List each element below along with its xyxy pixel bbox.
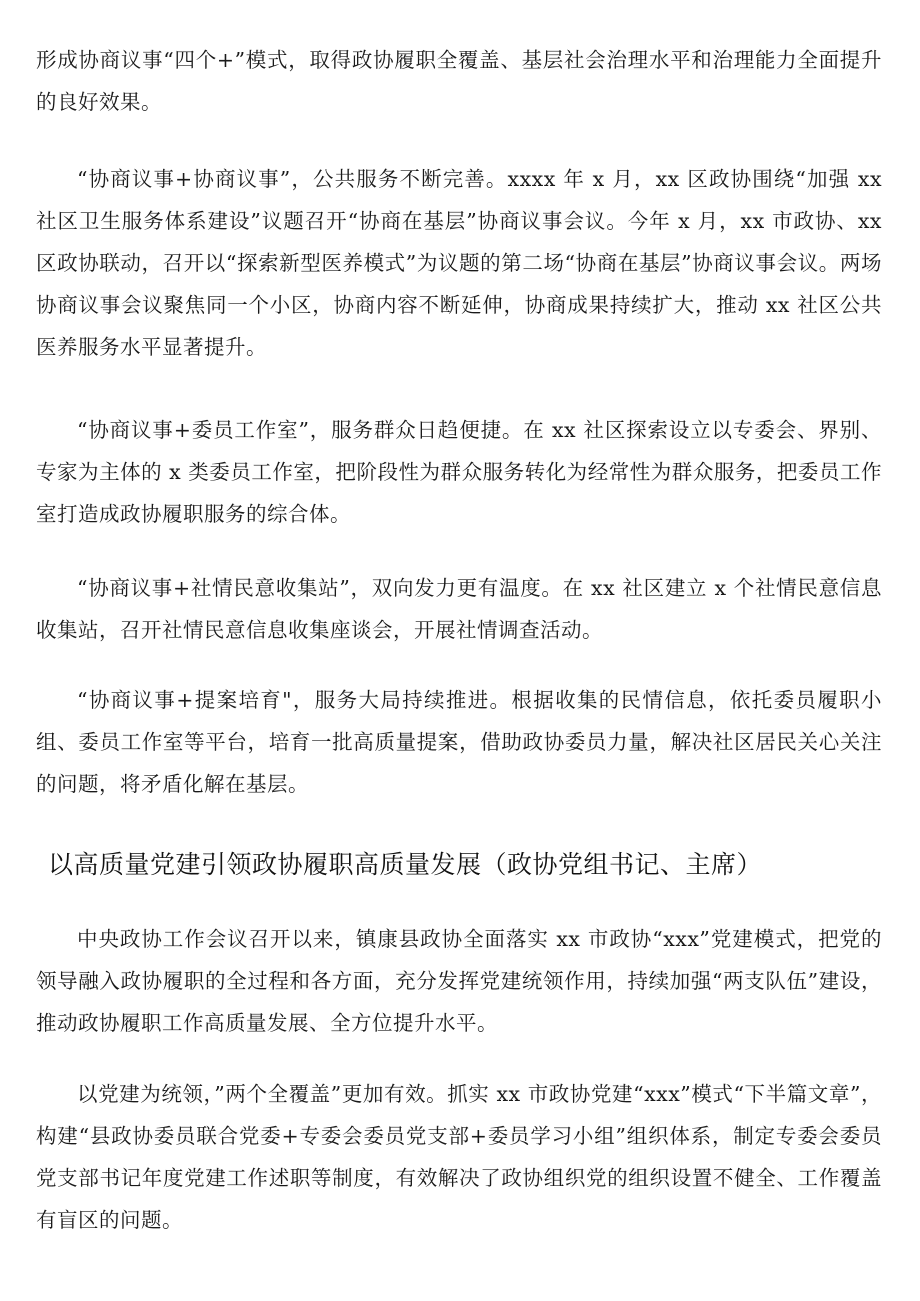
paragraph-opinion-collection: “协商议事+社情民意收集站”，双向发力更有温度。在 xx 社区建立 x 个社情民意信息收集站，召开社情民意信息收集座谈会，开展社情调查活动。	[36, 576, 882, 642]
paragraph-party-building-intro: 中央政协工作会议召开以来，镇康县政协全面落实 xx 市政协“xxx”党建模式，把党的领导融入政协履职的全过程和各方面，充分发挥党建统领作用，持续加强“两支队伍”建设，推动政协履职工作高质量发展、全方位提升水平。	[36, 927, 882, 1035]
paragraph-intro-continuation: 形成协商议事“四个+”模式，取得政协履职全覆盖、基层社会治理水平和治理能力全面提升的良好效果。	[36, 48, 882, 114]
paragraph-party-leadership-coverage: 以党建为统领，”两个全覆盖”更加有效。抓实 xx 市政协党建“xxx”模式“下半篇文章”，构建“县政协委员联合党委+专委会委员党支部+委员学习小组”组织体系，制定专委会委员党支部书记年度党建工作述职等制度，有效解决了政协组织党的组织设置不健全、工作覆盖有盲区的问题。	[36, 1082, 882, 1232]
paragraph-proposal-cultivation: “协商议事+提案培育"，服务大局持续推进。根据收集的民情信息，依托委员履职小组、委员工作室等平台，培育一批高质量提案，借助政协委员力量，解决社区居民关心关注的问题，将矛盾化解在基层。	[36, 688, 882, 796]
paragraph-member-studio: “协商议事+委员工作室”，服务群众日趋便捷。在 xx 社区探索设立以专委会、界别、专家为主体的 x 类委员工作室，把阶段性为群众服务转化为经常性为群众服务，把委员工作室打造成政协履职服务的综合体。	[36, 418, 882, 526]
paragraph-consultation-public-service: “协商议事+协商议事”，公共服务不断完善。xxxx 年 x 月，xx 区政协围绕“加强 xx 社区卫生服务体系建设”议题召开“协商在基层”协商议事会议。今年 x 月，xx 市政协、xx 区政协联动，召开以“探索新型医养模式”为议题的第二场“协商在基层”协商议事会议。两场协商议事会议聚焦同一个小区，协商内容不断延伸，协商成果持续扩大，推动 xx 社区公共医养服务水平显著提升。	[36, 167, 882, 359]
section-heading: 以高质量党建引领政协履职高质量发展（政协党组书记、主席）	[48, 850, 763, 879]
